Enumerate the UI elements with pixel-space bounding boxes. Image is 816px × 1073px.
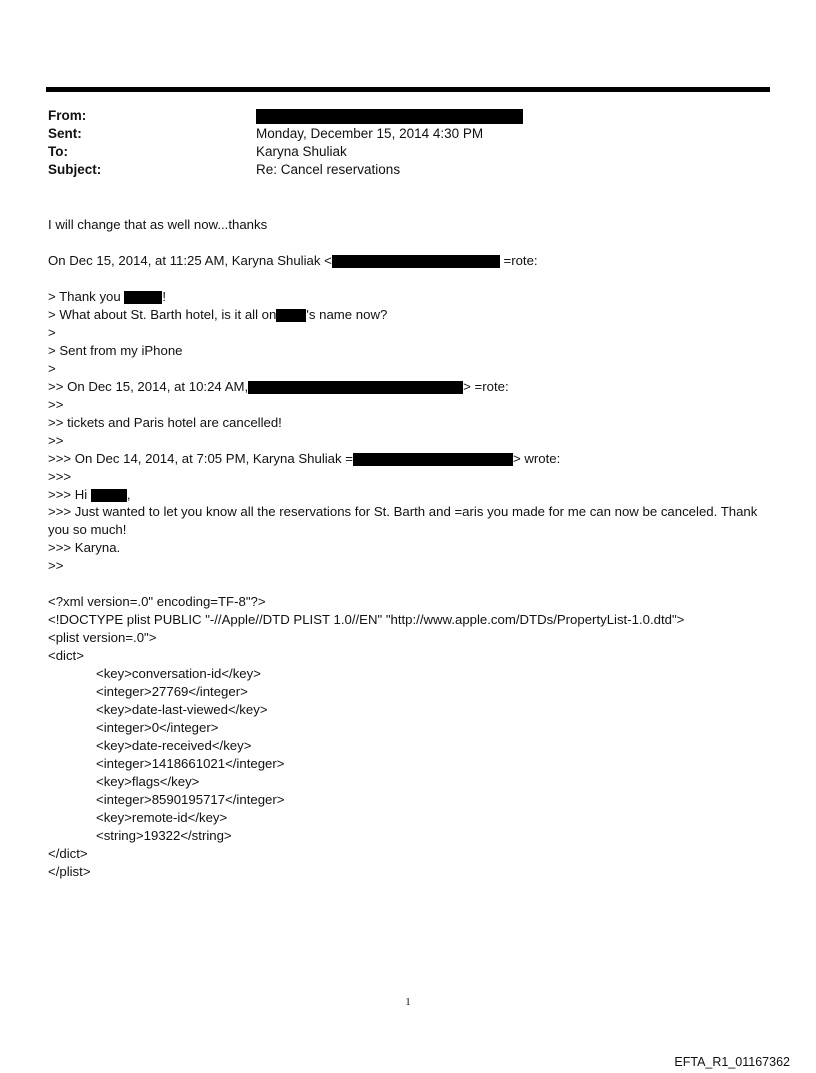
body-text: > =rote: <box>463 379 509 394</box>
header-rule <box>46 87 770 92</box>
body-text: > wrote: <box>512 451 561 466</box>
plist-line: <dict> <box>48 648 84 663</box>
from-label: From: <box>48 108 87 123</box>
body-paragraph: >>> Just wanted to let you know all the reservations for St. Barth and =aris you made for me can now be canceled. Thank you so much! <box>48 504 758 537</box>
body-line: >> <box>48 433 64 448</box>
redaction-box <box>353 453 513 466</box>
plist-line: </plist> <box>48 864 91 879</box>
sent-value: Monday, December 15, 2014 4:30 PM <box>256 126 484 141</box>
plist-line: <key>remote-id</key> <box>96 810 228 825</box>
body-line <box>48 486 131 504</box>
body-line: >>> <box>48 469 72 484</box>
body-text: > Thank you <box>48 289 125 304</box>
from-value <box>256 107 523 125</box>
body-line: > <box>48 361 56 376</box>
body-text: ! <box>162 289 167 304</box>
body-line: >>> Karyna. <box>48 540 121 555</box>
redaction-box <box>256 109 523 124</box>
document-id: EFTA_R1_01167362 <box>674 1055 790 1069</box>
sent-label: Sent: <box>48 126 82 141</box>
plist-line: <integer>1418661021</integer> <box>96 756 285 771</box>
quote-header-suffix: =rote: <box>499 253 538 268</box>
quote-header-text: On Dec 15, 2014, at 11:25 AM, Karyna Shuliak < <box>48 253 332 268</box>
subject-value: Re: Cancel reservations <box>256 162 401 177</box>
body-text: , <box>126 487 131 502</box>
plist-line: <integer>27769</integer> <box>96 684 248 699</box>
plist-line: <!DOCTYPE plist PUBLIC "-//Apple//DTD PLIST 1.0//EN" "http://www.apple.com/DTDs/PropertyList-1.0.dtd"> <box>48 612 685 627</box>
plist-line: <key>conversation-id</key> <box>96 666 261 681</box>
plist-line: </dict> <box>48 846 88 861</box>
plist-line: <integer>8590195717</integer> <box>96 792 285 807</box>
plist-line: <plist version=.0"> <box>48 630 157 645</box>
redaction-box <box>124 291 162 304</box>
body-line: > <box>48 325 56 340</box>
plist-line: <key>date-last-viewed</key> <box>96 702 268 717</box>
subject-label: Subject: <box>48 162 102 177</box>
body-line <box>48 378 509 396</box>
redaction-box <box>332 255 500 268</box>
body-line <box>48 450 560 468</box>
plist-line: <key>date-received</key> <box>96 738 252 753</box>
to-value: Karyna Shuliak <box>256 144 347 159</box>
body-line: >> tickets and Paris hotel are cancelled! <box>48 415 282 430</box>
to-label: To: <box>48 144 68 159</box>
plist-line: <string>19322</string> <box>96 828 232 843</box>
plist-line: <key>flags</key> <box>96 774 200 789</box>
body-line <box>48 288 166 306</box>
body-text: > What about St. Barth hotel, is it all on <box>48 307 277 322</box>
quote-header-line <box>48 252 538 270</box>
body-text: 's name now? <box>306 307 388 322</box>
redaction-box <box>276 309 306 322</box>
body-line: > Sent from my iPhone <box>48 343 183 358</box>
redaction-box <box>248 381 463 394</box>
body-line: >> <box>48 558 64 573</box>
page-number: 1 <box>405 996 411 1008</box>
body-text: >>> Hi <box>48 487 91 502</box>
body-line: >> <box>48 397 64 412</box>
redaction-box <box>91 489 127 502</box>
body-text: >>> On Dec 14, 2014, at 7:05 PM, Karyna Shuliak = <box>48 451 353 466</box>
plist-line: <integer>0</integer> <box>96 720 219 735</box>
plist-line: <?xml version=.0" encoding=TF-8"?> <box>48 594 266 609</box>
body-line <box>48 306 387 324</box>
body-text: >> On Dec 15, 2014, at 10:24 AM, <box>48 379 249 394</box>
body-line: I will change that as well now...thanks <box>48 217 268 232</box>
